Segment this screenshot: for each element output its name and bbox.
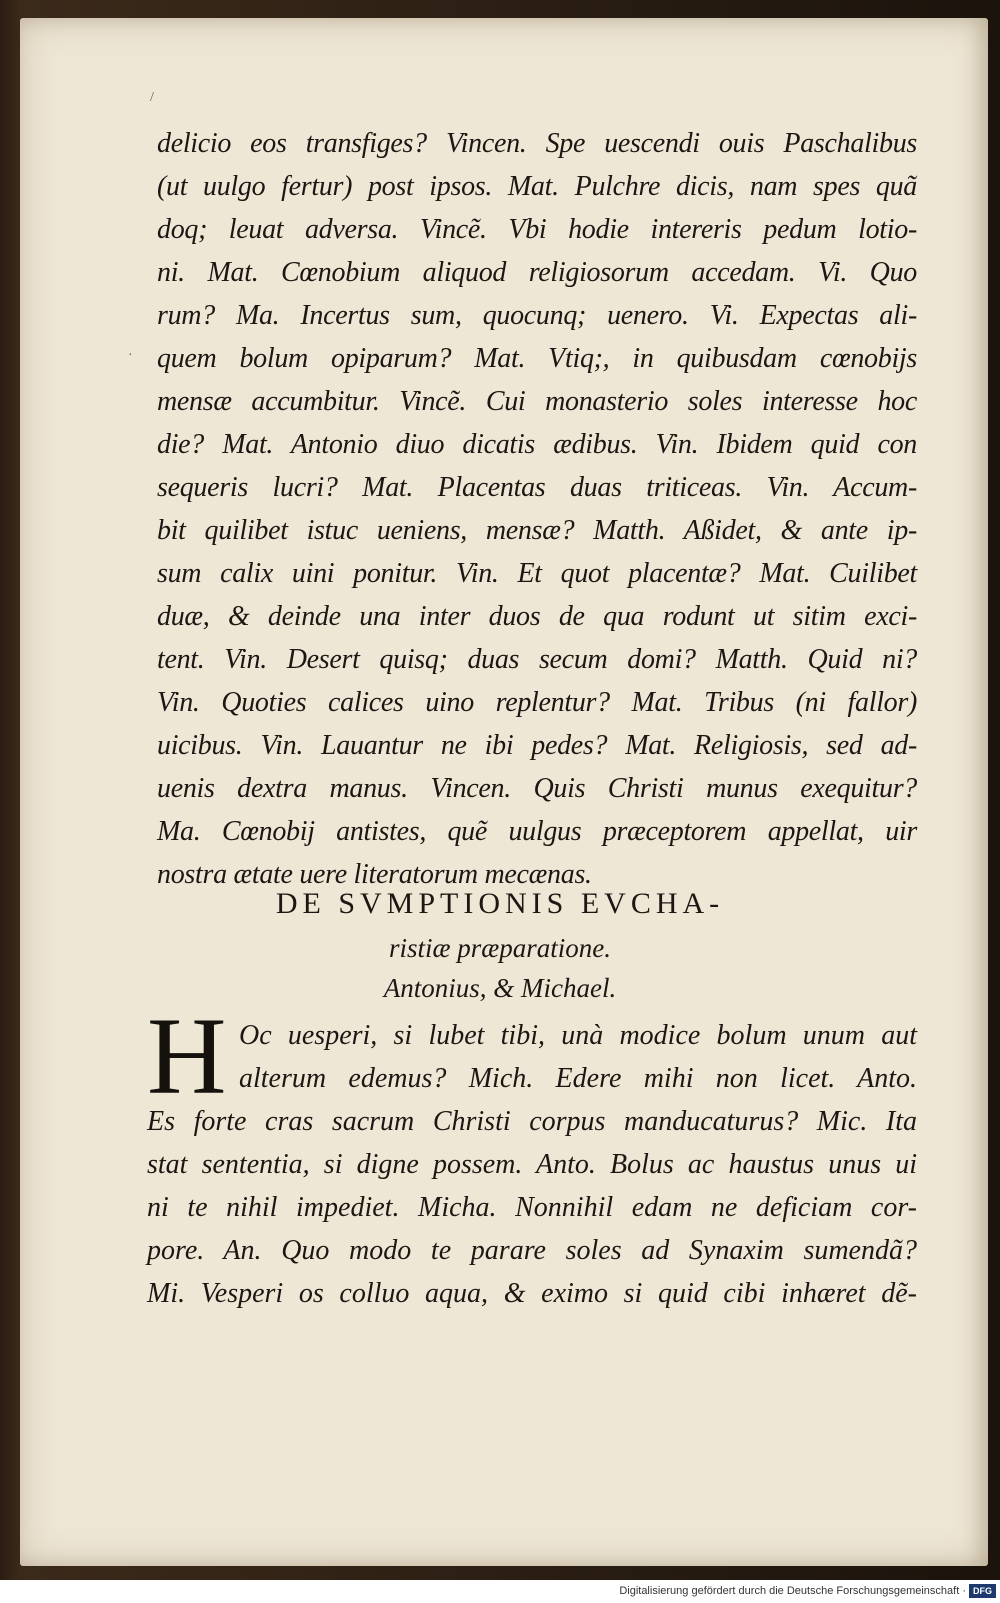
text-line: ni. Mat. Cœnobium aliquod religiosorum accedam. Vi. Quo [157, 257, 917, 288]
text-line: doq; leuat adversa. Vincẽ. Vbi hodie intereris pedum lotio- [157, 214, 917, 245]
text-line: duæ, & deinde una inter duos de qua rodunt ut sitim exci- [157, 601, 917, 632]
text-line: uicibus. Vin. Lauantur ne ibi pedes? Mat. Religiosis, sed ad- [157, 730, 917, 761]
text-line: ni te nihil impediet. Micha. Nonnihil edam ne deficiam cor- [147, 1192, 917, 1223]
text-line: nostra ætate uere literatorum mecænas. [157, 859, 592, 890]
dialogue-text [147, 995, 917, 1315]
text-line: uenis dextra manus. Vincen. Quis Christi munus exequitur? [157, 773, 917, 804]
text-line: bit quilibet istuc ueniens, mensæ? Matth. Aßidet, & ante ip- [157, 515, 917, 546]
text-line: Mi. Vesperi os colluo aqua, & eximo si quid cibi inhæret dẽ- [147, 1278, 917, 1309]
text-line: stat sententia, si digne possem. Anto. Bolus ac haustus unus ui [147, 1149, 917, 1180]
text-line: alterum edemus? Mich. Edere mihi non licet. Anto. [239, 1063, 917, 1094]
text-line: delicio eos transfiges? Vincen. Spe uescendi ouis Paschalibus [157, 128, 917, 159]
text-line: pore. An. Quo modo te parare soles ad Synaxim sumendã? [147, 1235, 917, 1266]
text-line: Oc uesperi, si lubet tibi, unà modice bolum unum aut [239, 1020, 917, 1051]
text-line: rum? Ma. Incertus sum, quocunq; uenero. Vi. Expectas ali- [157, 300, 917, 331]
digitization-footer [0, 1580, 1000, 1603]
margin-mark: · [128, 348, 133, 363]
text-line: mensæ accumbitur. Vincẽ. Cui monasterio soles interesse hoc [157, 386, 917, 417]
dialogue-speakers: Antonius, & Michael. [383, 973, 617, 1003]
text-line: die? Mat. Antonio diuo dicatis ædibus. Vin. Ibidem quid con [157, 429, 917, 460]
section-heading: DE SVMPTIONIS EVCHA- [275, 887, 725, 920]
section-heading-continued: ristiæ præparatione. [388, 933, 612, 963]
dfg-logo: DFG [969, 1584, 996, 1598]
funding-credit: Digitalisierung gefördert durch die Deutsche Forschungsgemeinschaft · [619, 1585, 966, 1597]
text-line: sum calix uini ponitur. Vin. Et quot placentæ? Mat. Cuilibet [157, 558, 917, 589]
text-line: Ma. Cœnobij antistes, quẽ uulgus præceptorem appellat, uir [157, 816, 917, 847]
text-line: quem bolum opiparum? Mat. Vtiq;, in quibusdam cœnobijs [157, 343, 917, 374]
text-line: Es forte cras sacrum Christi corpus manducaturus? Mic. Ita [147, 1106, 917, 1137]
body-text [157, 122, 917, 896]
text-line: tent. Vin. Desert quisq; duas secum domi? Matth. Quid ni? [157, 644, 917, 675]
text-line: Vin. Quoties calices uino replentur? Mat. Tribus (ni fallor) [157, 687, 917, 718]
text-line: sequeris lucri? Mat. Placentas duas triticeas. Vin. Accum- [157, 472, 917, 503]
text-line: (ut uulgo fertur) post ipsos. Mat. Pulchre dicis, nam spes quã [157, 171, 917, 202]
margin-mark: / [150, 90, 154, 105]
drop-cap-initial: H [147, 995, 227, 1117]
